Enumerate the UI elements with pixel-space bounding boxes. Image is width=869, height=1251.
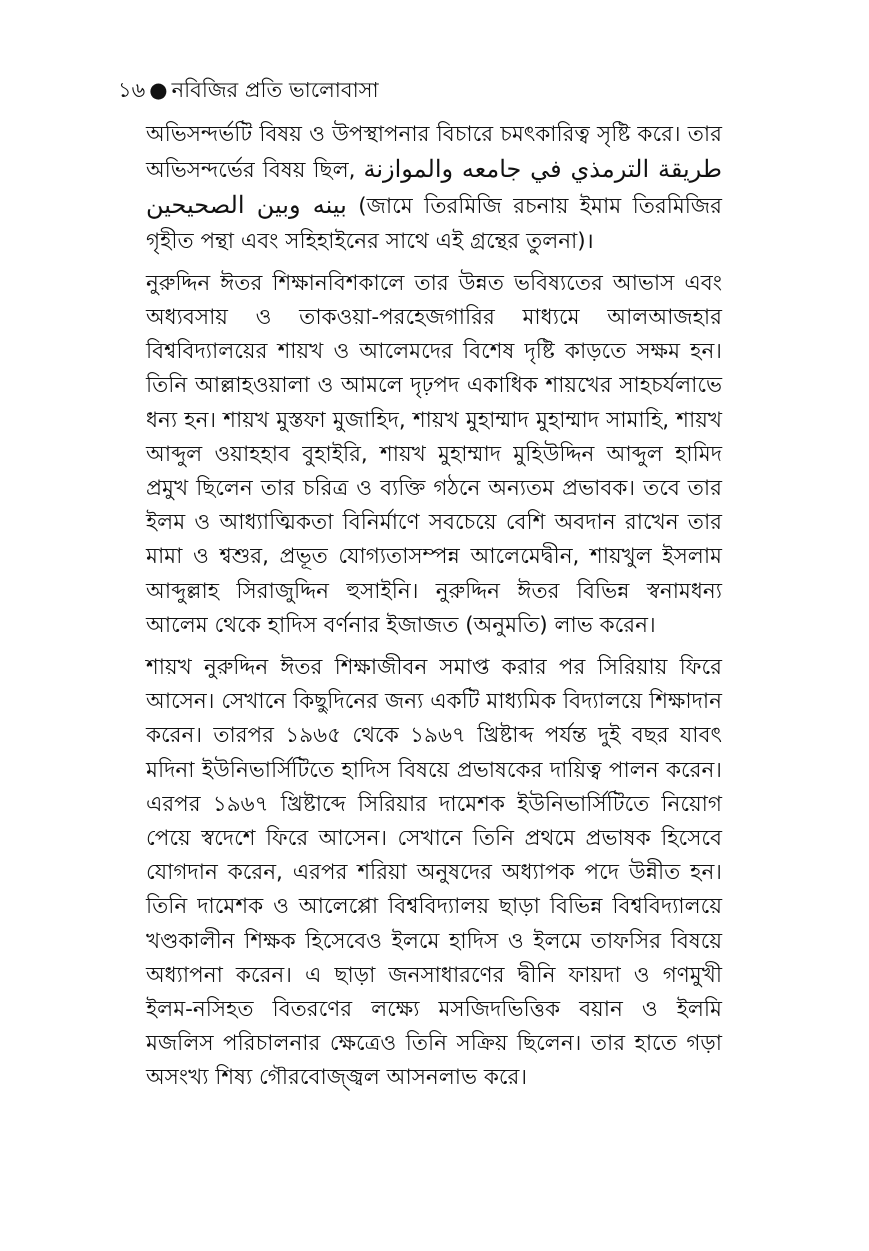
body-text [146,118,722,1104]
arabic-thesis-title: طريقة الترمذي في جامعه والموازنة بينه وبين الصحيحين [146,155,723,220]
bullet-separator: ● [149,78,168,102]
page-number: ১৬ [118,78,146,102]
paragraph-1-text-start: অভিসন্দর্ভটি বিষয় ও উপস্থাপনার বিচারে চমৎকারিত্ব সৃষ্টি করে। তার অভিসন্দর্ভের বিষয় ছিল, [146,122,722,184]
paragraph-1 [146,118,722,259]
running-header [118,76,379,104]
paragraph-1-text-end: (জামে তিরমিজি রচনায় ইমাম তিরমিজির গৃহীত পন্থা এবং সহিহাইনের সাথে এই গ্রন্থের তুলনা)। [146,194,722,254]
book-title: নবিজির প্রতি ভালোবাসা [171,78,379,102]
paragraph-2: নুরুদ্দিন ঈতর শিক্ষানবিশকালে তার উন্নত ভবিষ্যতের আভাস এবং অধ্যবসায় ও তাকওয়া-পরহেজগারির মাধ্যমে আলআজহার বিশ্ববিদ্যালয়ের শায়খ ও আলেমদের বিশেষ দৃষ্টি কাড়তে সক্ষম হন। তিনি আল্লাহওয়ালা ও আমলে দৃঢ়পদ একাধিক শায়খের সাহচর্যলাভে ধন্য হন। শায়খ মুস্তফা মুজাহিদ, শায়খ মুহাম্মাদ মুহাম্মাদ সামাহি, শায়খ আব্দুল ওয়াহহাব বুহাইরি, শায়খ মুহাম্মাদ মুহিউদ্দিন আব্দুল হামিদ প্রমুখ ছিলেন তার চরিত্র ও ব্যক্তি গঠনে অন্যতম প্রভাবক। তবে তার ইলম ও আধ্যাত্মিকতা বিনির্মাণে সবচেয়ে বেশি অবদান রাখেন তার মামা ও শ্বশুর, প্রভূত যোগ্যতাসম্পন্ন আলেমেদ্বীন, শায়খুল ইসলাম আব্দুল্লাহ সিরাজুদ্দিন হুসাইনি। নুরুদ্দিন ঈতর বিভিন্ন স্বনামধন্য আলেম থেকে হাদিস বর্ণনার ইজাজত (অনুমতি) লাভ করেন। [146,270,722,638]
paragraph-3: শায়খ নুরুদ্দিন ঈতর শিক্ষাজীবন সমাপ্ত করার পর সিরিয়ায় ফিরে আসেন। সেখানে কিছুদিনের জন্য একটি মাধ্যমিক বিদ্যালয়ে শিক্ষাদান করেন। তারপর ১৯৬৫ থেকে ১৯৬৭ খ্রিষ্টাব্দ পর্যন্ত দুই বছর যাবৎ মদিনা ইউনিভার্সিটিতে হাদিস বিষয়ে প্রভাষকের দায়িত্ব পালন করেন। এরপর ১৯৬৭ খ্রিষ্টাব্দে সিরিয়ার দামেশক ইউনিভার্সিটিতে নিয়োগ পেয়ে স্বদেশে ফিরে আসেন। সেখানে তিনি প্রথমে প্রভাষক হিসেবে যোগদান করেন, এরপর শরিয়া অনুষদের অধ্যাপক পদে উন্নীত হন। তিনি দামেশক ও আলেপ্পো বিশ্ববিদ্যালয় ছাড়া বিভিন্ন বিশ্ববিদ্যালয়ে খণ্ডকালীন শিক্ষক হিসেবেও ইলমে হাদিস ও ইলমে তাফসির বিষয়ে অধ্যাপনা করেন। এ ছাড়া জনসাধারণের দ্বীনি ফায়দা ও গণমুখী ইলম-নসিহত বিতরণের লক্ষ্যে মসজিদভিত্তিক বয়ান ও ইলমি মজলিস পরিচালনার ক্ষেত্রেও তিনি সক্রিয় ছিলেন। তার হাতে গড়া অসংখ্য শিষ্য গৌরবোজ্জ্বল আসনলাভ করে। [146,655,722,1091]
